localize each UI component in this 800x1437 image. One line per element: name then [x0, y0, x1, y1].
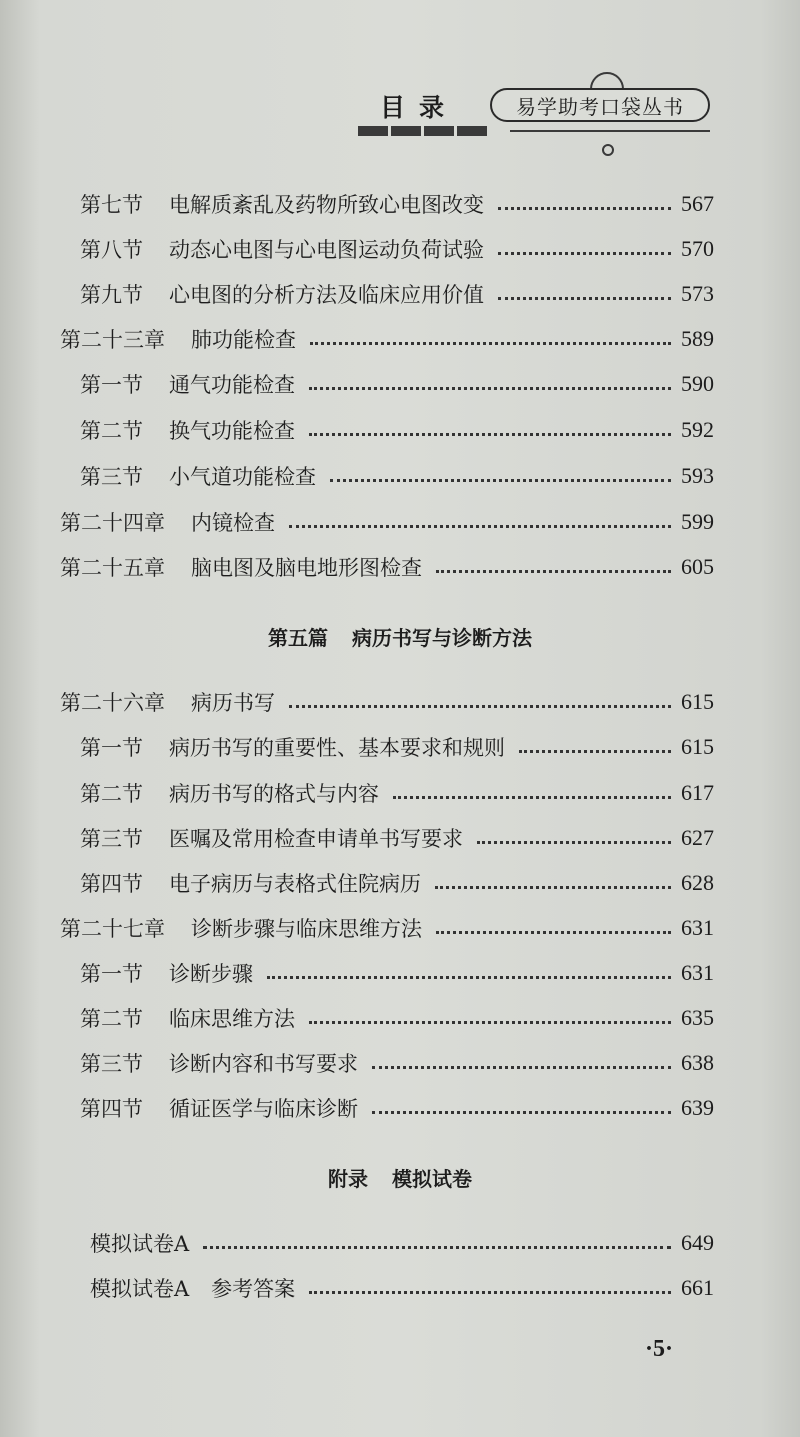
entry-page: 639 [681, 1095, 714, 1120]
dot-leader [309, 1291, 671, 1294]
entry-title: 心电图的分析方法及临床应用价值 [169, 283, 484, 307]
entry-title: 通气功能检查 [169, 373, 295, 397]
entry-title: 电子病历与表格式住院病历 [169, 872, 421, 896]
toc-entry[interactable] [80, 820, 714, 856]
entry-title: 诊断内容和书写要求 [169, 1052, 358, 1076]
toc-entry[interactable] [80, 729, 714, 765]
toc-entry[interactable] [80, 366, 714, 402]
entry-page: 638 [681, 1050, 714, 1075]
entry-title: 小气道功能检查 [169, 465, 316, 489]
entry-page: 649 [681, 1230, 714, 1255]
dot-leader [477, 841, 671, 844]
entry-title: 电解质紊乱及药物所致心电图改变 [169, 193, 484, 217]
entry-label: 第三节 [80, 827, 143, 851]
toc-chapter-entry[interactable] [60, 504, 714, 540]
toc-entry[interactable] [80, 955, 714, 991]
toc-chapter-entry[interactable] [60, 910, 714, 946]
entry-label: 第二节 [80, 1007, 143, 1031]
dot-leader [436, 570, 671, 573]
entry-label: 第二十七章 [60, 917, 165, 941]
toc-entry[interactable] [80, 1090, 714, 1126]
entry-title: 医嘱及常用检查申请单书写要求 [169, 827, 463, 851]
toc-chapter-entry[interactable] [60, 321, 714, 357]
entry-title: 诊断步骤 [169, 962, 253, 986]
series-badge: 易学助考口袋丛书 [490, 88, 710, 122]
entry-title: 临床思维方法 [169, 1007, 295, 1031]
entry-page: 573 [681, 281, 714, 306]
entry-page: 615 [681, 689, 714, 714]
dot-leader [267, 976, 671, 979]
entry-page: 599 [681, 509, 714, 534]
entry-label: 第四节 [80, 1097, 143, 1121]
entry-label: 第四节 [80, 872, 143, 896]
dot-leader [203, 1246, 671, 1249]
entry-label: 模拟试卷A [90, 1232, 190, 1256]
entry-title: 病历书写 [191, 691, 275, 715]
toc-entry[interactable] [80, 458, 714, 494]
dot-leader [498, 252, 671, 255]
dot-leader [289, 525, 671, 528]
entry-page: 589 [681, 326, 714, 351]
entry-label: 第一节 [80, 373, 143, 397]
toc-entry[interactable] [80, 1000, 714, 1036]
entry-title: 换气功能检查 [169, 419, 295, 443]
toc-entry[interactable] [80, 412, 714, 448]
entry-page: 635 [681, 1005, 714, 1030]
part-heading [0, 622, 800, 651]
entry-title: 循证医学与临床诊断 [169, 1097, 358, 1121]
page-header [350, 68, 730, 158]
entry-label: 第二十三章 [60, 328, 165, 352]
entry-label: 第八节 [80, 238, 143, 262]
dot-leader [372, 1111, 671, 1114]
entry-title: 脑电图及脑电地形图检查 [191, 556, 422, 580]
dot-leader [310, 342, 671, 345]
entry-label: 第一节 [80, 962, 143, 986]
entry-label: 模拟试卷A [90, 1277, 190, 1301]
header-bar-ornament [358, 126, 487, 136]
toc-entry[interactable] [80, 1045, 714, 1081]
dot-leader [436, 931, 671, 934]
entry-page: 627 [681, 825, 714, 850]
entry-label: 第二节 [80, 782, 143, 806]
page-number: ·5· [645, 1336, 674, 1362]
part-label: 第五篇 [268, 626, 328, 650]
entry-title: 动态心电图与心电图运动负荷试验 [169, 238, 484, 262]
appendix-label: 附录 [328, 1167, 368, 1191]
entry-title: 诊断步骤与临床思维方法 [191, 917, 422, 941]
header-title: 目录 [380, 93, 459, 122]
entry-title: 参考答案 [211, 1277, 296, 1301]
part-title: 病历书写与诊断方法 [352, 626, 532, 650]
entry-page: 617 [681, 780, 714, 805]
entry-label: 第三节 [80, 465, 143, 489]
entry-label: 第二十五章 [60, 556, 165, 580]
toc-appendix-entry[interactable] [90, 1225, 714, 1261]
entry-page: 661 [681, 1275, 714, 1300]
entry-label: 第九节 [80, 283, 143, 307]
entry-page: 570 [681, 236, 714, 261]
toc-entry[interactable] [80, 186, 714, 222]
dot-leader [498, 207, 671, 210]
entry-page: 615 [681, 734, 714, 759]
entry-label: 第三节 [80, 1052, 143, 1076]
entry-title: 肺功能检查 [191, 328, 296, 352]
entry-label: 第二十四章 [60, 511, 165, 535]
entry-page: 631 [681, 915, 714, 940]
dot-leader [498, 297, 671, 300]
dot-leader [435, 886, 671, 889]
toc-chapter-entry[interactable] [60, 684, 714, 720]
dot-leader [330, 479, 671, 482]
entry-page: 605 [681, 554, 714, 579]
entry-page: 628 [681, 870, 714, 895]
dot-leader [309, 1021, 671, 1024]
toc-entry[interactable] [80, 231, 714, 267]
dot-leader [289, 705, 671, 708]
dot-leader [372, 1066, 671, 1069]
toc-appendix-entry[interactable] [90, 1270, 714, 1306]
toc-entry[interactable] [80, 276, 714, 312]
entry-label: 第七节 [80, 193, 143, 217]
dot-leader [393, 796, 671, 799]
appendix-heading [0, 1163, 800, 1192]
header-rule [510, 130, 710, 132]
entry-page: 567 [681, 191, 714, 216]
dot-leader [309, 433, 671, 436]
toc-chapter-entry[interactable] [60, 549, 714, 585]
appendix-title: 模拟试卷 [392, 1167, 472, 1191]
header-dot-ornament [602, 144, 614, 156]
toc-entry[interactable] [80, 775, 714, 811]
entry-page: 593 [681, 463, 714, 488]
entry-title: 病历书写的重要性、基本要求和规则 [169, 736, 505, 760]
entry-label: 第二十六章 [60, 691, 165, 715]
toc-entry[interactable] [80, 865, 714, 901]
entry-page: 592 [681, 417, 714, 442]
entry-page: 590 [681, 371, 714, 396]
dot-leader [309, 387, 671, 390]
dot-leader [519, 750, 671, 753]
entry-title: 病历书写的格式与内容 [169, 782, 379, 806]
entry-page: 631 [681, 960, 714, 985]
entry-label: 第二节 [80, 419, 143, 443]
entry-label: 第一节 [80, 736, 143, 760]
entry-title: 内镜检查 [191, 511, 275, 535]
